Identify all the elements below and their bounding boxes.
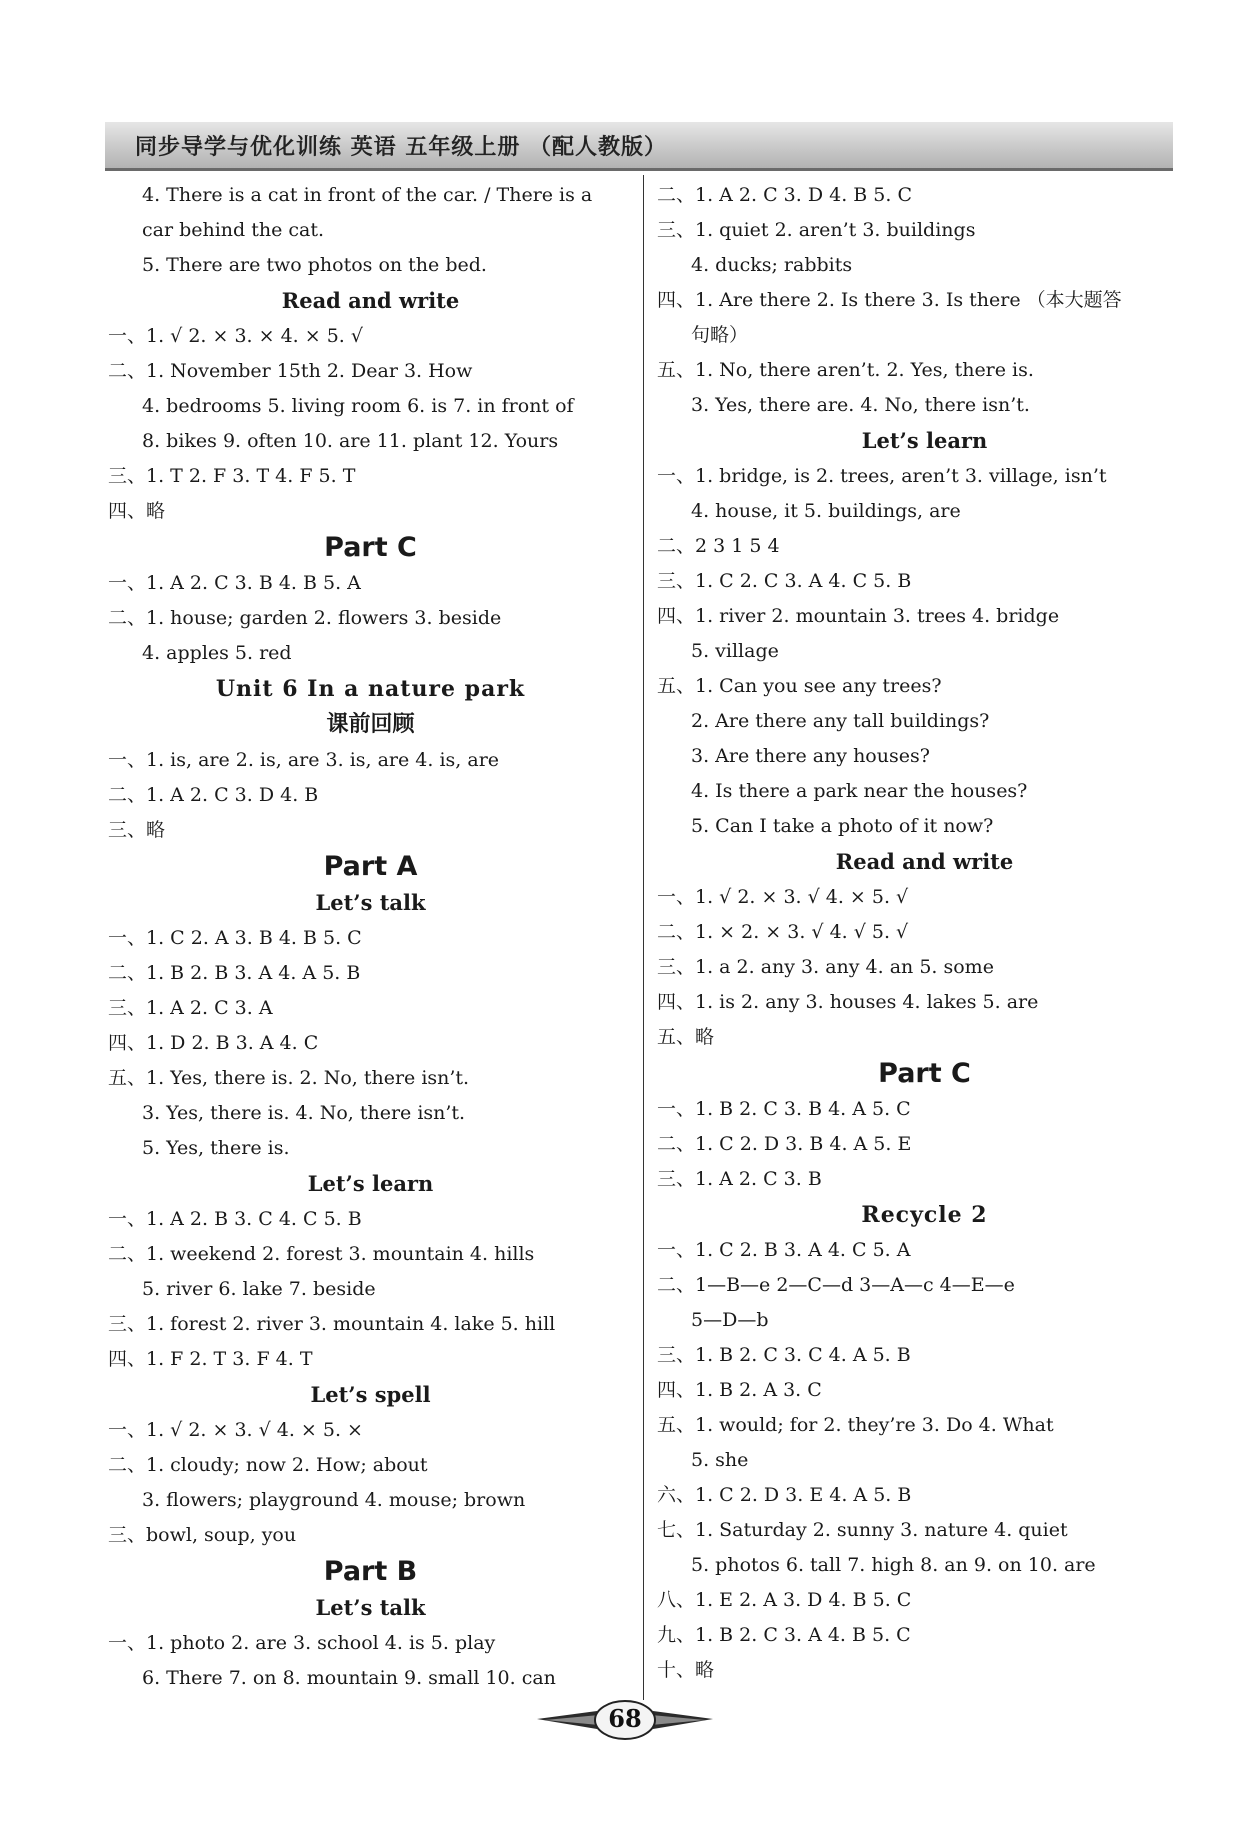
answer-line: 三、1. T 2. F 3. T 4. F 5. T [108, 465, 356, 487]
answer-line: 5. There are two photos on the bed. [142, 254, 487, 276]
page-number: 68 [608, 1704, 642, 1733]
answer-line: 一、1. B 2. C 3. B 4. A 5. C [657, 1098, 911, 1120]
answer-line: car behind the cat. [142, 219, 325, 241]
answer-line: 二、1. A 2. C 3. D 4. B [108, 784, 319, 806]
answer-line: 4. There is a cat in front of the car. / There is a [142, 184, 593, 206]
section-heading: Let’s learn [861, 428, 988, 453]
answer-line: 3. Yes, there is. 4. No, there isn’t. [142, 1102, 466, 1124]
answer-line: 五、1. No, there aren’t. 2. Yes, there is. [657, 359, 1034, 381]
answer-line: 二、2 3 1 5 4 [657, 535, 780, 557]
unit-heading: Unit 6 In a nature park [215, 676, 526, 702]
answer-line: 句略） [691, 324, 749, 346]
answer-line: 二、1. C 2. D 3. B 4. A 5. E [657, 1133, 912, 1155]
answer-line: 三、1. forest 2. river 3. mountain 4. lake 5. hill [108, 1313, 556, 1335]
answer-line: 八、1. E 2. A 3. D 4. B 5. C [657, 1589, 912, 1611]
part-heading: Part B [323, 1556, 418, 1587]
answer-line: 二、1. weekend 2. forest 3. mountain 4. hills [108, 1243, 535, 1265]
answer-line: 三、bowl, soup, you [108, 1524, 297, 1546]
answer-line: 三、1. A 2. C 3. B [657, 1168, 822, 1190]
answer-line: 8. bikes 9. often 10. are 11. plant 12. Yours [142, 430, 559, 452]
answer-line: 5. Yes, there is. [142, 1137, 290, 1159]
answer-line: 二、1. house; garden 2. flowers 3. beside [108, 607, 502, 629]
answer-line: 二、1. cloudy; now 2. How; about [108, 1454, 428, 1476]
answer-line: 4. house, it 5. buildings, are [691, 500, 961, 522]
answer-line: 4. ducks; rabbits [691, 254, 853, 276]
left-column [108, 178, 633, 1696]
answer-line: 三、略 [108, 819, 166, 841]
section-heading: Read and write [281, 288, 460, 313]
right-column [657, 178, 1192, 1688]
column-divider [643, 175, 644, 1700]
answer-line: 三、1. quiet 2. aren’t 3. buildings [657, 219, 976, 241]
part-heading: Part C [324, 532, 417, 563]
answer-line: 5. photos 6. tall 7. high 8. an 9. on 10. are [691, 1554, 1096, 1576]
answer-line: 一、1. √ 2. × 3. √ 4. × 5. √ [657, 886, 909, 908]
answer-line: 二、1. November 15th 2. Dear 3. How [108, 360, 473, 382]
answer-line: 二、1. B 2. B 3. A 4. A 5. B [108, 962, 361, 984]
answer-line: 3. Are there any houses? [691, 745, 930, 767]
answer-line: 九、1. B 2. C 3. A 4. B 5. C [657, 1624, 911, 1646]
answer-line: 4. apples 5. red [142, 642, 292, 664]
answer-line: 一、1. photo 2. are 3. school 4. is 5. play [108, 1632, 496, 1654]
section-heading: Let’s spell [310, 1382, 431, 1407]
answer-line: 四、1. is 2. any 3. houses 4. lakes 5. are [657, 991, 1039, 1013]
answer-line: 一、1. C 2. B 3. A 4. C 5. A [657, 1239, 911, 1261]
answer-line: 四、1. F 2. T 3. F 4. T [108, 1348, 313, 1370]
book-title: 同步导学与优化训练 英语 五年级上册 （配人教版） [135, 135, 667, 160]
answer-line: 五、1. Yes, there is. 2. No, there isn’t. [108, 1067, 470, 1089]
part-heading: Part A [323, 851, 418, 882]
unit-heading: Recycle 2 [861, 1202, 988, 1228]
answer-line: 五、1. Can you see any trees? [657, 675, 942, 697]
answer-line: 5—D—b [691, 1309, 769, 1331]
section-heading: Let’s talk [315, 890, 426, 915]
answer-line: 5. village [691, 640, 779, 662]
answer-line: 三、1. B 2. C 3. C 4. A 5. B [657, 1344, 911, 1366]
answer-line: 3. flowers; playground 4. mouse; brown [142, 1489, 526, 1511]
answer-line: 二、1. A 2. C 3. D 4. B 5. C [657, 184, 912, 206]
answer-line: 十、略 [657, 1659, 715, 1681]
answer-line: 二、1—B—e 2—C—d 3—A—c 4—E—e [657, 1274, 1015, 1296]
answer-line: 四、1. river 2. mountain 3. trees 4. bridge [657, 605, 1060, 627]
answer-line: 五、1. would; for 2. they’re 3. Do 4. What [657, 1414, 1054, 1436]
answer-line: 五、略 [657, 1026, 715, 1048]
answer-line: 一、1. √ 2. × 3. √ 4. × 5. × [108, 1419, 363, 1441]
answer-line: 5. river 6. lake 7. beside [142, 1278, 376, 1300]
answer-line: 四、1. D 2. B 3. A 4. C [108, 1032, 319, 1054]
page-header [105, 122, 1173, 171]
answer-line: 七、1. Saturday 2. sunny 3. nature 4. quiet [657, 1519, 1068, 1541]
page-number-badge [535, 1695, 715, 1745]
answer-line: 5. she [691, 1449, 749, 1471]
answer-line: 3. Yes, there are. 4. No, there isn’t. [691, 394, 1030, 416]
answer-line: 一、1. C 2. A 3. B 4. B 5. C [108, 927, 362, 949]
answer-line: 四、略 [108, 500, 166, 522]
section-heading: Let’s talk [315, 1595, 426, 1620]
answer-line: 5. Can I take a photo of it now? [691, 815, 994, 837]
answer-line: 三、1. a 2. any 3. any 4. an 5. some [657, 956, 994, 978]
answer-line: 一、1. is, are 2. is, are 3. is, are 4. is, are [108, 749, 500, 771]
answer-line: 2. Are there any tall buildings? [691, 710, 990, 732]
answer-line: 一、1. A 2. C 3. B 4. B 5. A [108, 572, 361, 594]
answer-line: 四、1. Are there 2. Is there 3. Is there （本大题答 [657, 289, 1122, 311]
section-heading: Read and write [835, 849, 1014, 874]
answer-line: 6. There 7. on 8. mountain 9. small 10. can [142, 1667, 556, 1689]
part-heading: Part C [878, 1058, 971, 1089]
answer-line: 四、1. B 2. A 3. C [657, 1379, 822, 1401]
section-heading: Let’s learn [307, 1171, 434, 1196]
answer-line: 三、1. C 2. C 3. A 4. C 5. B [657, 570, 912, 592]
answer-line: 六、1. C 2. D 3. E 4. A 5. B [657, 1484, 912, 1506]
answer-line: 三、1. A 2. C 3. A [108, 997, 273, 1019]
answer-line: 4. Is there a park near the houses? [691, 780, 1028, 802]
answer-line: 一、1. bridge, is 2. trees, aren’t 3. village, isn’t [657, 465, 1107, 487]
answer-line: 一、1. √ 2. × 3. × 4. × 5. √ [108, 325, 363, 347]
answer-line: 二、1. × 2. × 3. √ 4. √ 5. √ [657, 921, 909, 943]
answer-line: 一、1. A 2. B 3. C 4. C 5. B [108, 1208, 362, 1230]
review-heading: 课前回顾 [326, 712, 415, 737]
answer-line: 4. bedrooms 5. living room 6. is 7. in front of [142, 395, 574, 417]
